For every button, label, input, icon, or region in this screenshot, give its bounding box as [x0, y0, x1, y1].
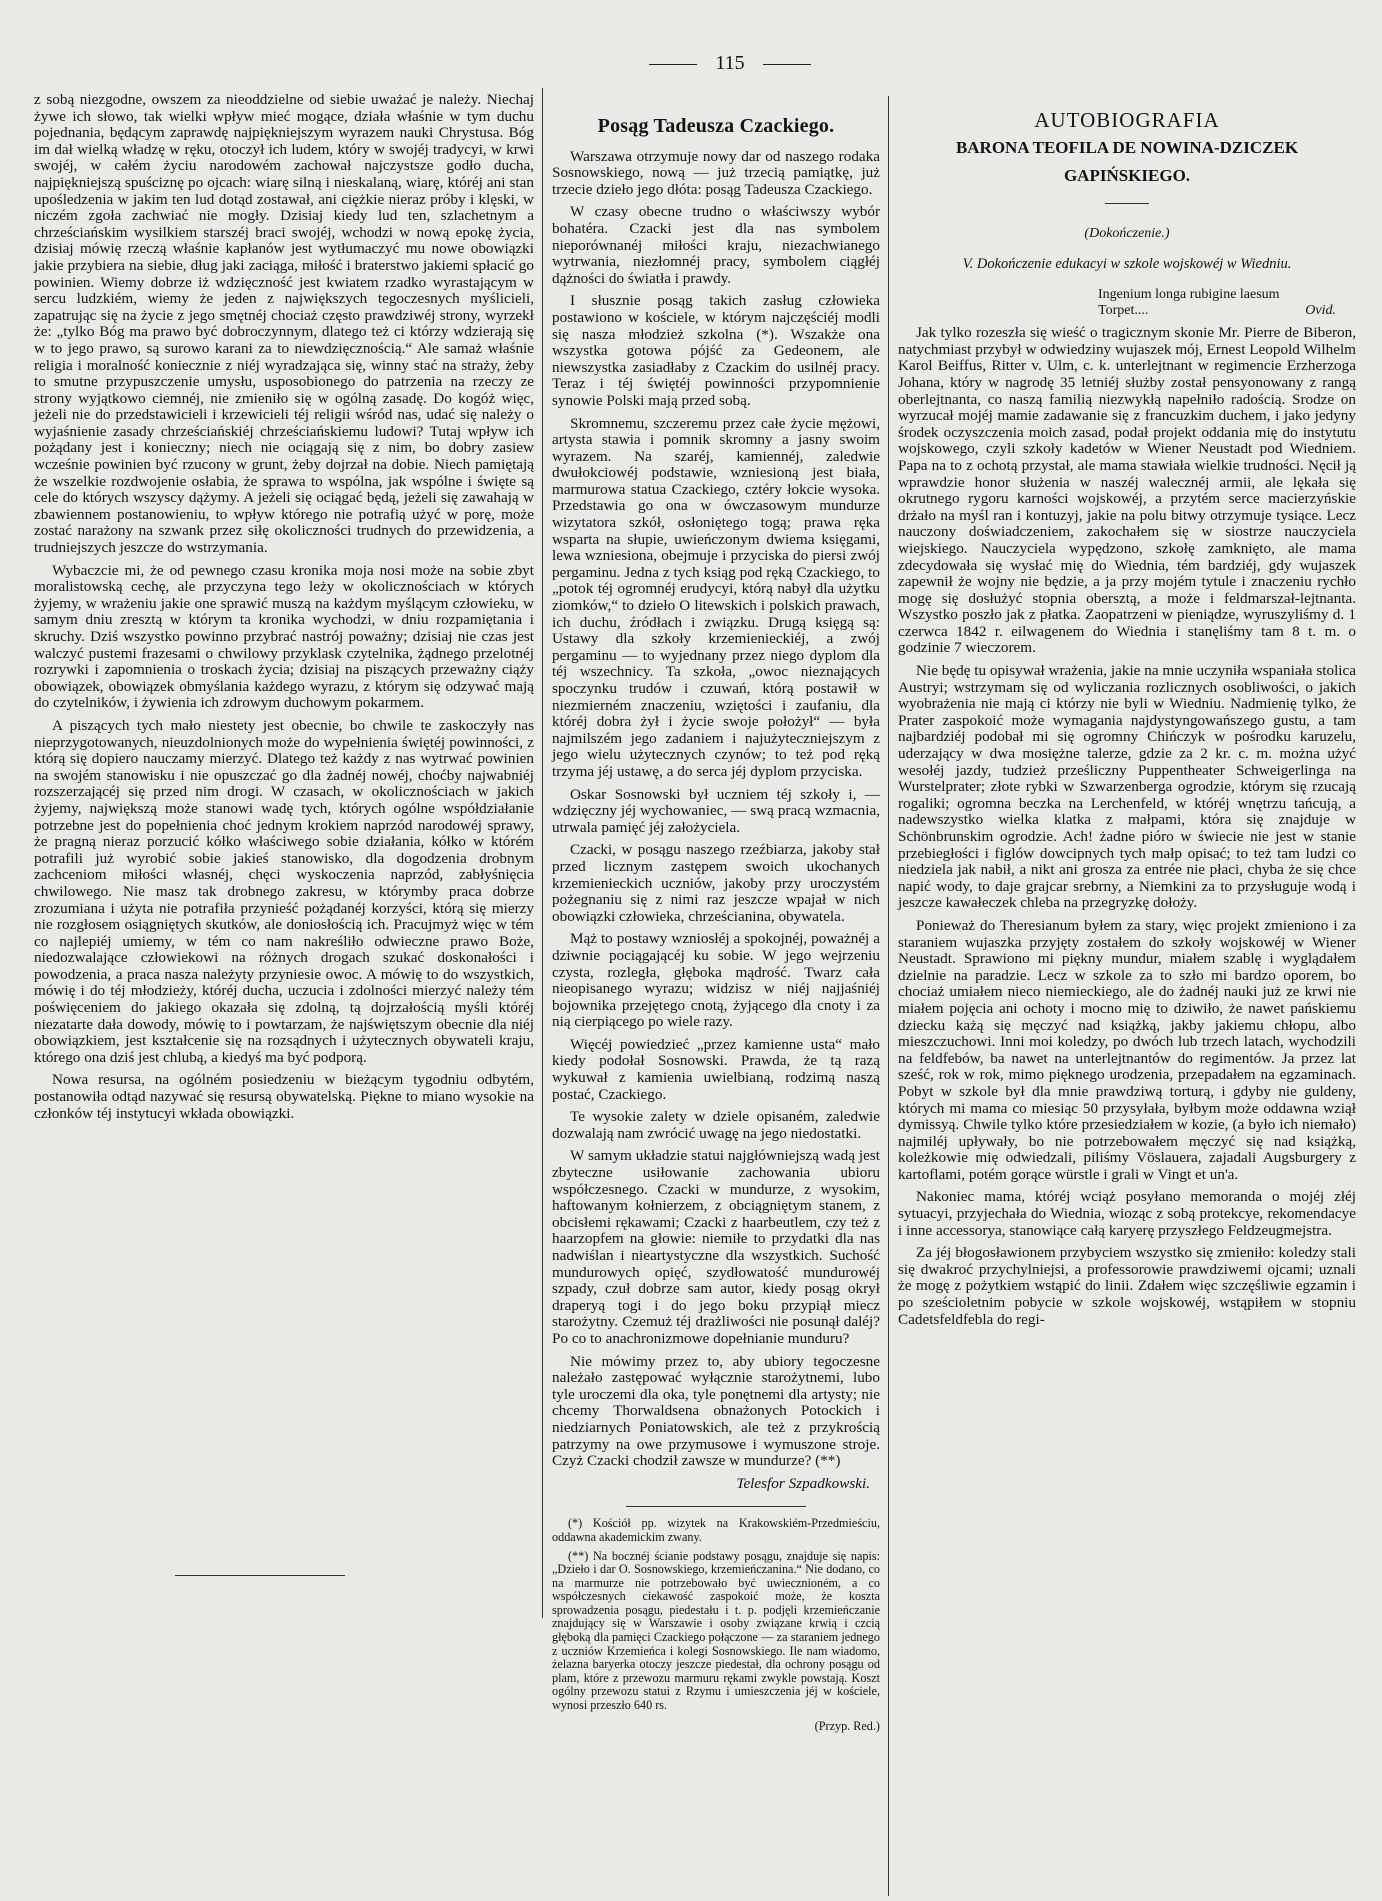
article-subtitle: BARONA TEOFILA DE NOWINA-DZICZEK: [955, 137, 1299, 157]
paragraph: Oskar Sosnowski był uczniem téj szkoły i, — wdzięczny jéj wychowaniec, — swą pracą wzmacnia, utrwala pamięć jéj założyciela.: [552, 785, 880, 836]
epigraph-line: Ingenium longa rubigine laesum: [1098, 287, 1280, 303]
continuation-note: (Dokończenie.): [1084, 225, 1170, 241]
paragraph: Nie mówimy przez to, aby ubiory tegoczesne należało zastępować wyłącznie starożytnemi, lubo tyle uroczemi dla oka, tyle ponętnemi dla artysty; nie chcemy Thorwaldsena obnażonych Potockich i niedziarnych Poniatowskich, ale też z przykrością patrzymy na owe przymusowe i wymuszone stroje. Czyż Czacki chodził zawsze w mundurze? (**): [552, 1352, 880, 1470]
paragraph: Warszawa otrzymuje nowy dar od naszego rodaka Sosnowskiego, nową — już trzecią pamiątkę, już trzecie dzieło jego dłóta: posąg Tadeusza Czackiego.: [552, 147, 880, 198]
czacki-statue-article: [552, 115, 880, 1734]
epigraph-author: Ovid.: [1305, 303, 1336, 319]
page-number-text: 115: [715, 52, 745, 74]
author-signature: Telesfor Szpadkowski.: [736, 1474, 870, 1492]
paragraph: I słusznie posąg takich zasług człowieka postawiono w kościele, w którym najczęściéj modli się nasza młodzież szkolna (*). Wszakże ona wszystka gotowa pójść za Gedeonem, ale niewszystka zasiadłaby z Czackim do usilnéj pracy. Teraz i téj świętéj powinności przypomnienie synowie Polski mają przed sobą.: [552, 292, 880, 409]
paragraph: Nowa resursa, na ogólném posiedzeniu w bieżącym tygodniu odbytém, postanowiła odtąd nazywać się resursą obywatelską. Piękne to miano wysokie na członków téj instytucyi wkłada obowiązki.: [34, 1071, 534, 1122]
footnote-rule: [626, 1506, 806, 1507]
paragraph: Mąż to postawy wzniosłéj a spokojnéj, poważnéj a dziwnie pociągającéj ku sobie. W jego wejrzeniu czysta, rozległa, głęboka mądrość. Twarz cała nieopisanego wyrazu; widzisz w niéj najjaśniéj bojownika przejętego cnotą, żyjącego dla cnoty i za nią cierpiącego po wiele razy.: [552, 930, 880, 1031]
epigraph: [1098, 287, 1336, 319]
paragraph: Nakoniec mama, któréj wciąż posyłano memoranda o mojéj złéj sytuacyi, przyjechała do Wiednia, wioząc z sobą protekcye, rekomendacye i inne accessorya, stanowiące całą karyerę przyszłego Feldzeugmejstra.: [898, 1188, 1356, 1239]
footnote: (**) Na bocznéj ścianie podstawy posągu, znajduje się napis: „Dzieło i dar O. Sosnowskiego, krzemieńczanina.“ Nie dodano, co na marmurze nie potrzebowało być uwiecznioném, a co współczesnych ciekawość zaspokoić może, że koszta sprowadzenia posągu, piedestału i t. p. podjęli krzemieńczanie znajdujący się w Warszawie i osoby związane krwią i czcią głęboką dla pamięci Czackiego połączone — za staraniem jednego z uczniów Krzemieńca i kolegi Sosnowskiego. Ile nam wiadomo, żelazna baryerka otoczy jeszcze piedestał, dla ochrony posągu od plam, które z przewozu marmuru rękami zwykle powstają. Koszt ogólny przewozu statui z Rzymu i umieszczenia jéj w kościele, wynosi przeszło 640 rs.: [552, 1548, 880, 1713]
divider: [1105, 203, 1149, 204]
page-number: [600, 52, 860, 75]
paragraph: Nie będę tu opisywał wrażenia, jakie na mnie uczyniła wspaniała stolica Austryi; wstrzymam się od wyliczania rozlicznych osobliwości, o jakich wyobrażenia nie mają ci którzy nie byli w Wiedniu. Nadmienię tylko, że Prater zaspokoić może wymagania najdystyngowańszego gustu, a tam najbardziéj podobał mi się ogromny Chińczyk w pośrodku karuzelu, uderzający w dwa mosiężne talerze, gdzie za 2 kr. c. m. można użyć wesołéj jazdy, tudzież prześliczny Puppentheater Schweigerlinga na Wurstelprater; złote rybki w Szwarzenberga ogrodzie, którym się rzucają rogaliki; ogromna beczka na Lerchenfeld, w któréj wnętrzu tańcują, a nadewszystko wielka klatka z małpami, która się znajduje w Schönbrunskim ogrodzie. Ach! żadne pióro w świecie nie jest w stanie przebiegłości i figlów dowcipnych tych małp opisać; to też tam ludzi co niedziela jak nabił, a nikt ani grosza za entrée nie płaci, chyba że się chce napić wody, to daje grajcar srebrny, a Niemkini za to przysługuje wodą i jeszcze kawałeczek chleba na przegryzkę dołoży.: [898, 662, 1356, 912]
paragraph: Ponieważ do Theresianum byłem za stary, więc projekt zmieniono i za staraniem wujaszka przyjęty zostałem do szkoły wojskowéj w Wiener Neustadt. Sprawiono mi piękny mundur, miałem szablę i wyglądałem dzielnie na paradzie. Lecz w szkole za to szło mi bardzo oporem, bo chociaż umiałem nieco niemieckiego, ale do żadnéj nauki już ze krwi nie miałem pojęcia ani ochoty i mocno mię to dziwiło, że nawet pańskiemu dziecku każą się męczyć nad książką, jakby jakiemu chłopu, albo mieszczuchowi. Inni moi koledzy, po dwóch lub trzech latach, wychodzili na feldfebów, ba nawet na unterlejtnantów do regimentów. Ja przez lat sześć, rok w rok, mimo pięknego urodzenia, przepadałem na egzaminach. Pobyt w szkole był dla mnie prawdziwą torturą, i gdyby nie guldeny, których mi mama co miesiąc 50 przysyłała, byłbym może oddawna wziął dymissyą. Chwile tylko które przesiedziałem w kozie, (a było ich niemało) najmiléj upływały, bo nie potrzebowałem męczyć się nad książką, koleżkowie mię odwiedzali, piliśmy Vöslauera, zajadali Augsburgery z kartoflami, potém gorące würstle i grali w Vingt et un'a.: [898, 916, 1356, 1183]
epigraph-line: Torpet....: [1098, 303, 1149, 319]
article-subtitle: GAPIŃSKIEGO.: [1063, 165, 1191, 185]
article-title: Posąg Tadeusza Czackiego.: [597, 115, 835, 137]
left-column-article: [34, 92, 534, 1128]
paragraph: Skromnemu, szczeremu przez całe życie mężowi, artysta stawia i pomnik skromny a jasny swoim wyrazem. Na szaréj, kamiennéj, zaledwie dwułokciowéj podstawie, wzniesioną jest biała, marmurowa statua Czackiego, cztéry łokcie wysoka. Przedstawia go ona w ówczasowym mundurze wizytatora szkół, osłoniętego togą; prawa ręka wsparta na słupie, uwieńczonym dwiema księgami, lewa wzniesiona, obejmuje i przyciska do piersi zwój pergaminu. Jedna z tych ksiąg pod ręką Czackiego, to „potok téj ogromnéj erudycyi, którą nabył dla użytku ziomków,“ to dzieło O litewskich i polskich prawach, ich duchu, źródłach i związku. Drugą księgą są: Ustawy dla szkoły krzemienieckiéj, a zwój pergaminu — to wyjednany przez niego dyplom dla téj wszechnicy. Ta szkoła, „owoc nieznających spoczynku trudów i czuwań, którą postawił w niezmierném znaczeniu, wziętości i zaufaniu, dla któréj dobra żył i życie swoje położył“ — była najmilszém jego zadaniem i najużyteczniejszym z jego wielu użytecznych czynów; to też pod ręką trzyma jéj ustawę, a do serca jéj dyplom przyciska.: [552, 414, 880, 780]
divider: [649, 64, 697, 65]
column-rule: [888, 96, 889, 1896]
column-rule: [542, 88, 543, 1618]
divider: [763, 64, 811, 65]
editor-note: (Przyp. Red.): [814, 1718, 880, 1733]
paragraph: Jak tylko rozeszła się wieść o tragicznym skonie Mr. Pierre de Biberon, natychmiast przybył w odwiedziny wujaszek mój, Ernest Leopold Wilhelm Karol Beiffus, Ritter v. Ulm, c. k. unterlejtnant w regimencie Erzherzoga Johana, który w nagrodę 35 letniéj służby został pensyonowany z rangą oberlejtnanta, co naszą familią niezwykłą napełniło radością. Srodze on wyrzucał mojéj mamie zadawanie się z francuzkim duchem, i jako jedyny środek oczyszczenia moich zasad, podał projekt oddania mię do instytutu wojskowego, czyli szkoły kadetów w Wiener Neustadt pod Wiedniem. Papa na to z ochotą przystał, ale mama stawiała wielkie trudności. Nęcił ją wprawdzie honor służenia w naszéj walecznéj armii, ale lękała się okrutnego rygoru karności wojskowéj, a przytém serce macierzyńskie drżało na myśl ran i kontuzyj, jakie na polu bitwy otrzymuje tysiące. Lecz nauczony doświadczeniem, zakochałem się w siostrze nauczyciela wiejskiego. Nauczyciela wypędzono, szkołę zamknięto, ale mama zdecydowała się wysłać mię do Wiednia, tém bardziéj, gdy wujaszek zapewnił że wojny nie będzie, a ja przy mojém tytule i znaczeniu rychło mogę się dosłużyć stopnia obersztą, a może i feldmarszał-lejtnanta. Wszystko poszło jak z płatka. Zaopatrzeni w pieniądze, wyruszyliśmy d. 1 czerwca 1842 r. eilwagenem do Wiednia i stanęliśmy tam 8 t. m. o godzinie 7 wieczorem.: [898, 324, 1356, 657]
footnote: (*) Kościół pp. wizytek na Krakowskiém-Przedmieściu, oddawna akademickim zwany.: [552, 1516, 880, 1544]
chapter-heading: V. Dokończenie edukacyi w szkole wojskowéj w Wiedniu.: [962, 256, 1292, 273]
paragraph: W samym układzie statui najgłówniejszą wadą jest zbyteczne usiłowanie zachowania ubioru współczesnego. Czacki w mundurze, z wysokim, haftowanym kołnierzem, z obciągniętym stanem, z obcisłemi rękawami; Czacki z haarbeutlem, czy też z haarzopfem na głowie: niemiłe to przydatki dla nas nadwiślan i nieartystyczne dla wszystkich. Suchość mundurowych opięć, szydłowatość mundurowéj szpady, czuł dobrze sam autor, kiedy posąg okrył draperyą togi i do jego boku przypiął miecz starożytny. Czemuż téj drażliwości nie posunął daléj? Po co to anachronizmowe dopełnianie munduru?: [552, 1147, 880, 1347]
paragraph: Wybaczcie mi, że od pewnego czasu kronika moja nosi może na sobie zbyt moralistowską cechę, ale przyczyna tego leży w okolicznościach w których żyjemy, w wrażeniu jakie one sprawić muszą na każdym myślącym człowieku, w samym dniu zresztą w którym ta kronika wychodzi, w dniu rozpamiętania i skruchy. Dziś wszystko powinno przybrać nastrój poważny; dzisiaj nie czas jest walczyć pustemi frazesami o chwilowy przyklask czytelnika, żądnego przelotnéj rozrywki i zapomnienia o troskach życia; dzisiaj na piszących przeważny ciąży obowiązek, obowiązek obmyślania każdego wyrazu, z którym się odzywać mają do czytelników, i żywienia ich zdrowym duchowym pokarmem.: [34, 561, 534, 712]
paragraph: z sobą niezgodne, owszem za nieoddzielne od siebie uważać je należy. Niechaj żywe ich słowo, tak wielki wpływ mieć mogące, działa właśnie w tym duchu pojednania, będącym zaprawdę najpiękniejszym wyrazem nauki Chrystusa. Bóg im dał wielką władzę w ręku, otoczył ich ludem, który w swojéj tradycyi, w krwi swojéj, w całém życiu narodowém zachował najczystsze godło ducha, najpiękniejszą spuściznę po ojcach: wiarę silną i nieskalaną, wiarę, któréj ani stan upośledzenia w jakim ten lud dotąd zostawał, ani ciężkie nieraz próby i klęski, w niczém zgoła zachwiać nie mogły. Dzisiaj kiedy lud ten, szlachetnym a chrześciańskim wysilkiem starszéj braci swojéj, wchodzi w nową epokę życia, dzisiaj mówię rzeczą właśnie kapłanów jest wytłumaczyć mu nowe obowiązki jakie przybiera na siebie, dług jaki zaciąga, miłość i braterstwo jakiemi spłacić go powinien. Wiemy dobrze iż wdzięczność jest kwiatem rzadko wyrastającym w sercu ludzkiém, wiemy że jeden z największych tegoczesnych myślicieli, zapatrując się na życie z jego smętnéj chociaż często prawdziwéj strony, wyrzekł że: „tylko Bóg ma prawo być dobroczynnym, dlatego też ci którzy wdzierają się w to jego prawo, są surowo karani za to niewdzięcznością.“ Ale samaż właśnie religia i moralność koniecznie z niéj wyradzająca się, winny stać na straży, żeby to smutne przypuszczenie umysłu, usposobionego do patrzenia na rzeczy ze strony wyjątkowo ciemnéj, nie zmieniło się w ogólną zasadę. Do kogóż więc, jeżeli nie do przedstawicieli i krzewicieli téj religii wśród nas, udać się należy o wyjaśnienie zasady chrześciańskiéj chrześciańskiemu ludowi? Tutaj wpływ ich pożądany jest i konieczny; niech nie ociągają się z nim, bo dobry zasiew wcześnie powinien być rzucony w grunt, żeby dojrzał na dobie. Niech pamiętają że wszelkie rozdwojenie osłabia, że sprawa to wspólna, jak wspólne i święte są cele do których wszyscy dążymy. A jeżeli się ociągać będą, jeżeli się zawahają w zbawiennem postanowieniu, to wpływ którego nie potrafią użyć w porę, może zostać narażony na szwank przez siłę okoliczności trudnych do przewidzenia, a trudniejszych jeszcze do wstrzymania.: [34, 91, 534, 557]
paragraph: Za jéj błogosławionem przybyciem wszystko się zmieniło: koledzy stali się dwakroć przychylniejsi, a professorowie prawdziwemi ojcami; uznali że mogę z pożytkiem wstąpić do linii. Zdałem więc szczęśliwie egzamin i po sześcioletnim pobycie w szkole wojskowéj, wstąpiłem w stopniu Cadetsfeldfebla do regi-: [898, 1244, 1356, 1328]
article-title: AUTOBIOGRAFIA: [1034, 108, 1220, 132]
paragraph: Te wysokie zalety w dziele opisaném, zaledwie dozwalają nam zwrócić uwagę na jego niedostatki.: [552, 1108, 880, 1142]
paragraph: Więcéj powiedzieć „przez kamienne usta“ mało kiedy podołał Sosnowski. Prawda, że tą razą wykuwał z kamienia uwielbianą, rodzimą naszą postać, Czackiego.: [552, 1035, 880, 1103]
paragraph: Czacki, w posągu naszego rzeźbiarza, jakoby stał przed licznym zastępem swoich ukochanych krzemienieckich uczniów, jakoby przy uroczystém pożegnaniu się z nimi raz jeszcze wpajał w nich obowiązki człowieka, chrześcianina, obywatela.: [552, 841, 880, 925]
paragraph: A piszących tych mało niestety jest obecnie, bo chwile te zaskoczyły nas nieprzygotowanych, nieuzdolnionych może do wypełnienia świętéj powinności, z którą się dopiero nauczamy mierzyć. Dlatego też każdy z nas wytrwać powinien na swojém stanowisku i nie opuszczać go dla żadnéj nowéj, choćby najwabniéj rozszerzającéj się przed nim drogi. W czasach, w okolicznościach w jakich żyjemy, największą może stanowi wadę tych, których ogólne współdziałanie potrzebne jest do popełnienia choć jednym krokiem naprzód narodowéj sprawy, że pragną nieraz porzucić kółko właściwego sobie działania, kółko w którém potrafili już wyrobić sobie jakieś stanowisko, dla dogodzenia drobnym zachceniom miłości własnéj, chęci wyskoczenia naprzód, zabłyśnięcia chwilowego. Nie masz tak drobnego zakresu, w którymby praca dobrze zrozumiana i użyta nie potrafiła przynieść pożądanéj korzyści, którą się mierzy nie rozgłosem osiągniętych skutków, ale doniosłością ich. Pracujmyż więc w tém co najlepiéj umiemy, w tém co nam nakreśliło odwieczne prawo Boże, niedozwalające człowiekowi na różnych drogach szukać doskonałości i powodzenia, a praca nasza należyty przyniesie owoc. A mówię to do wszystkich, mówię i do téj młodzieży, któréj ducha, uczucia i zdolności mierzyć należy tém poświęceniem do jakiego okazała się zdolną, tą dojrzałością myśli któréj niezatarte dała dowody, mówię to i powtarzam, że najświętszym obecnie dla niéj obowiązkiem, jest kształcenie się na rozsądnych i użytecznych obywateli kraju, którego ona dziś jest chlubą, a kiedyś ma być podporą.: [34, 716, 534, 1066]
article-end-rule: [175, 1575, 345, 1576]
paragraph: W czasy obecne trudno o właściwszy wybór bohatéra. Czacki jest dla nas symbolem nieporównanéj miłości kraju, niezachwianego wytrwania, niezłomnéj pracy, symbolem ciągłéj dążności do światła i prawdy.: [552, 203, 880, 287]
autobiography-article: [898, 108, 1356, 1334]
